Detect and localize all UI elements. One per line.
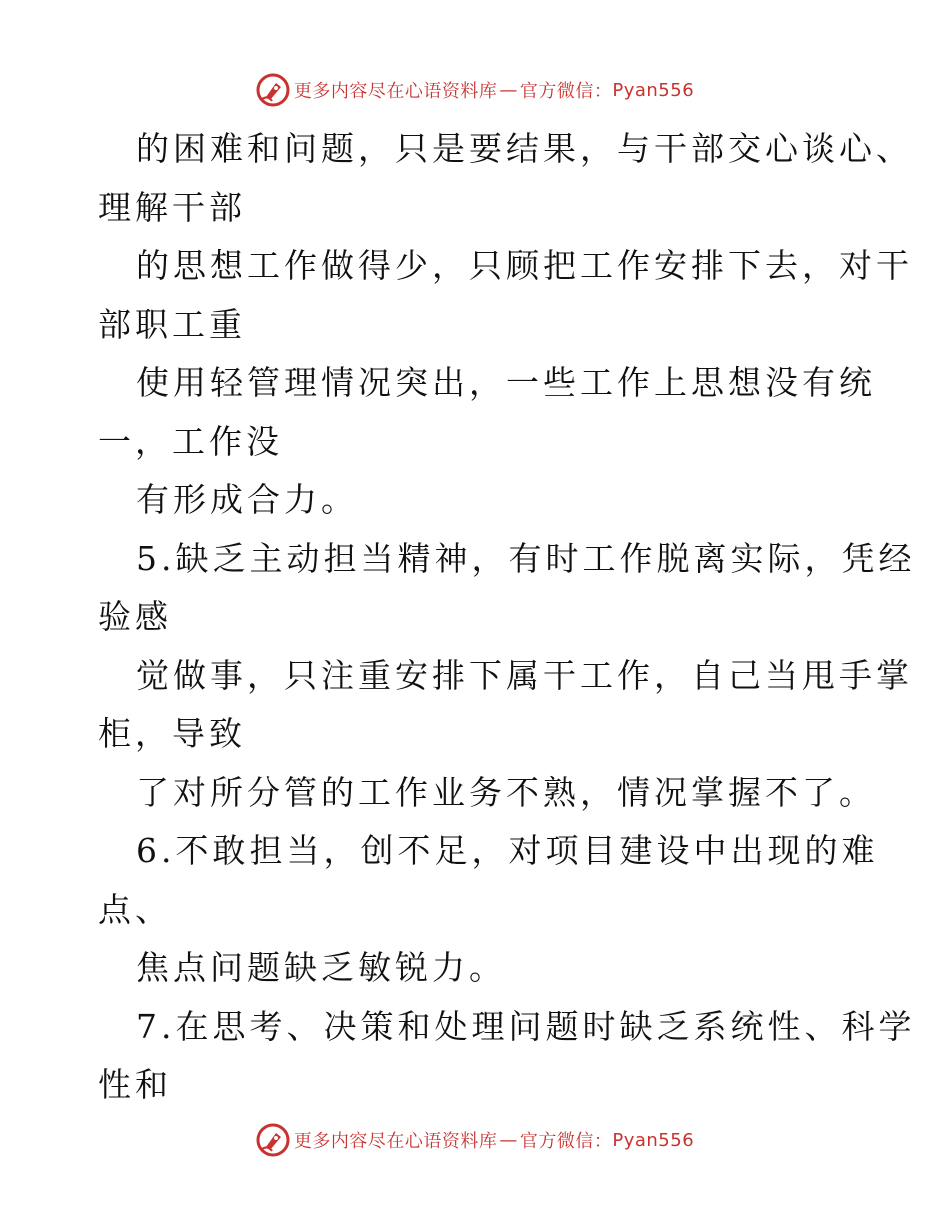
watermark-brand-text: 更多内容尽在心语资料库: [293, 1131, 498, 1152]
body-line: 部职工重: [98, 304, 246, 344]
pen-nib-logo-icon: [256, 73, 290, 107]
watermark-separator: —: [499, 1129, 518, 1151]
body-line: 的思想工作做得少，只顾把工作安排下去，对干: [136, 246, 913, 285]
body-line: 点、: [98, 889, 172, 929]
pen-nib-logo-icon: [256, 1123, 290, 1157]
body-line: 觉做事，只注重安排下属干工作，自己当甩手掌: [136, 655, 913, 695]
watermark-footer: [0, 1120, 950, 1160]
body-line: 验感: [98, 597, 172, 636]
body-line: 7.在思考、决策和处理问题时缺乏系统性、科学: [136, 1006, 916, 1046]
document-body: [98, 120, 916, 1115]
body-line: 性和: [98, 1065, 172, 1104]
body-line: 有形成合力。: [136, 480, 358, 519]
watermark-wechat-label: 官方微信：: [519, 1131, 613, 1152]
body-line: 焦点问题缺乏敏锐力。: [136, 948, 506, 987]
body-line: 了对所分管的工作业务不熟，情况掌握不了。: [136, 772, 876, 812]
watermark-brand-text: 更多内容尽在心语资料库: [293, 81, 498, 102]
body-line: 5.缺乏主动担当精神，有时工作脱离实际，凭经: [136, 538, 916, 578]
body-line: 一，工作没: [98, 421, 283, 461]
body-line: 柜，导致: [98, 714, 246, 753]
body-line: 6.不敢担当，创不足，对项目建设中出现的难: [136, 831, 879, 870]
watermark-header: [0, 70, 950, 110]
body-line: 使用轻管理情况突出，一些工作上思想没有统: [136, 363, 876, 402]
watermark-wechat-id: Pyan556: [612, 79, 695, 101]
body-line: 的困难和问题，只是要结果，与干部交心谈心、: [136, 129, 913, 168]
watermark-separator: —: [499, 79, 518, 101]
watermark-wechat-label: 官方微信：: [519, 81, 613, 102]
body-line: 理解干部: [98, 187, 246, 227]
watermark-wechat-id: Pyan556: [612, 1129, 695, 1151]
